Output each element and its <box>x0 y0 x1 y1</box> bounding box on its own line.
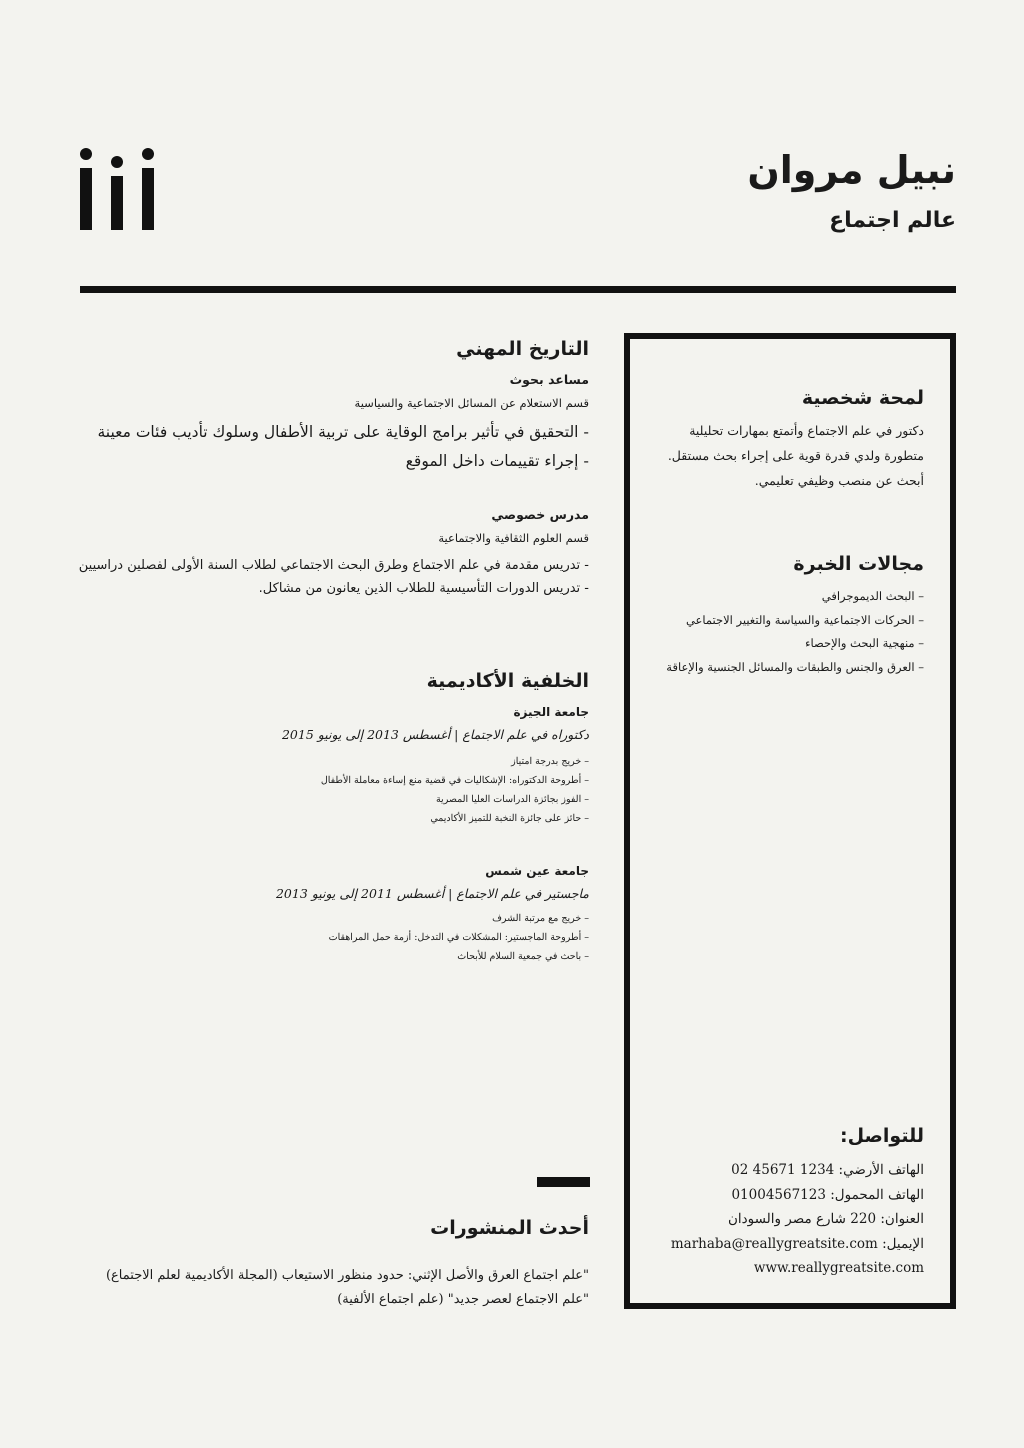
job-duties <box>97 418 589 476</box>
publication-item: "علم الاجتماع لعصر جديد" (علم اجتماع الألفية) <box>337 1292 589 1307</box>
degree-details <box>321 752 589 828</box>
expertise-item: – الحركات الاجتماعية والسياسة والتغيير الاجتماعي <box>666 609 924 633</box>
landline: الهاتف الأرضي: 1234 45671 02 <box>731 1162 924 1178</box>
detail-item: – أطروحة الدكتوراه: الإشكاليات في قضية منع إساءة معاملة الأطفال <box>321 771 589 790</box>
publication-item: "علم اجتماع العرق والأصل الإثني: حدود منظور الاستيعاب (المجلة الأكاديمية لعلم الاجتماع) <box>105 1268 589 1283</box>
profile-line: أبحث عن منصب وظيفي تعليمي. <box>754 473 924 488</box>
publications-divider <box>537 1177 590 1187</box>
detail-item: – خريج مع مرتبة الشرف <box>329 909 589 928</box>
contact-block <box>671 1158 924 1281</box>
expertise-heading: مجالات الخبرة <box>793 553 924 575</box>
address: العنوان: 220 شارع مصر والسودان <box>727 1211 924 1227</box>
job-title: مساعد بحوث <box>509 372 589 387</box>
expertise-item: – العرق والجنس والطبقات والمسائل الجنسية والإعاقة <box>666 656 924 680</box>
website-link[interactable]: www.reallygreatsite.com <box>753 1260 924 1276</box>
duty-item: - التحقيق في تأثير برامج الوقاية على تربية الأطفال وسلوك تأديب فئات معينة <box>97 418 589 447</box>
candidate-name: نبيل مروان <box>747 148 956 192</box>
header-divider <box>80 286 956 293</box>
expertise-item: – البحث الديموجرافي <box>666 585 924 609</box>
job-title: مدرس خصوصي <box>491 507 589 522</box>
expertise-list <box>666 585 924 679</box>
job-dept: قسم العلوم الثقافية والاجتماعية <box>438 531 589 545</box>
degree-line: ماجستير في علم الاجتماع | أغسطس 2011 إلى يونيو 2013 <box>275 886 589 901</box>
sidebar-box <box>624 333 956 1309</box>
three-i-logo-icon <box>80 148 158 232</box>
candidate-title: عالم اجتماع <box>829 208 956 233</box>
job-duties <box>79 554 589 600</box>
mobile: الهاتف المحمول: 01004567123 <box>731 1186 924 1203</box>
expertise-item: – منهجية البحث والإحصاء <box>666 632 924 656</box>
career-heading: التاريخ المهني <box>456 338 589 360</box>
degree-line: دكتوراه في علم الاجتماع | أغسطس 2013 إلى يونيو 2015 <box>281 727 589 742</box>
email-link[interactable]: الإيميل: marhaba@reallygreatsite.com <box>670 1235 924 1252</box>
duty-item: - تدريس مقدمة في علم الاجتماع وطرق البحث الاجتماعي لطلاب السنة الأولى لفصلين دراسيين <box>79 554 589 577</box>
university-name: جامعة عين شمس <box>485 864 589 878</box>
detail-item: – حائز على جائزة النخبة للتميز الأكاديمي <box>321 809 589 828</box>
detail-item: – الفوز بجائزة الدراسات العليا المصرية <box>321 790 589 809</box>
detail-item: – باحث في جمعية السلام للأبحاث <box>329 947 589 966</box>
degree-details <box>329 909 589 966</box>
job-dept: قسم الاستعلام عن المسائل الاجتماعية والسياسية <box>354 396 589 410</box>
publications-list <box>106 1264 589 1312</box>
profile-text <box>658 418 924 493</box>
profile-line: دكتور في علم الاجتماع وأتمتع بمهارات تحليلية <box>689 423 924 438</box>
university-name: جامعة الجيزة <box>513 705 589 719</box>
duty-item: - تدريس الدورات التأسيسية للطلاب الذين يعانون من مشاكل. <box>79 577 589 600</box>
duty-item: - إجراء تقييمات داخل الموقع <box>97 447 589 476</box>
detail-item: – أطروحة الماجستير: المشكلات في التدخل: أزمة حمل المراهقات <box>329 928 589 947</box>
detail-item: – خريج بدرجة امتياز <box>321 752 589 771</box>
contact-heading: للتواصل: <box>840 1125 924 1147</box>
publications-heading: أحدث المنشورات <box>430 1217 589 1239</box>
profile-line: متطورة ولدي قدرة قوية على إجراء بحث مستقل. <box>667 448 924 463</box>
profile-heading: لمحة شخصية <box>801 387 924 409</box>
education-heading: الخلفية الأكاديمية <box>426 670 589 692</box>
